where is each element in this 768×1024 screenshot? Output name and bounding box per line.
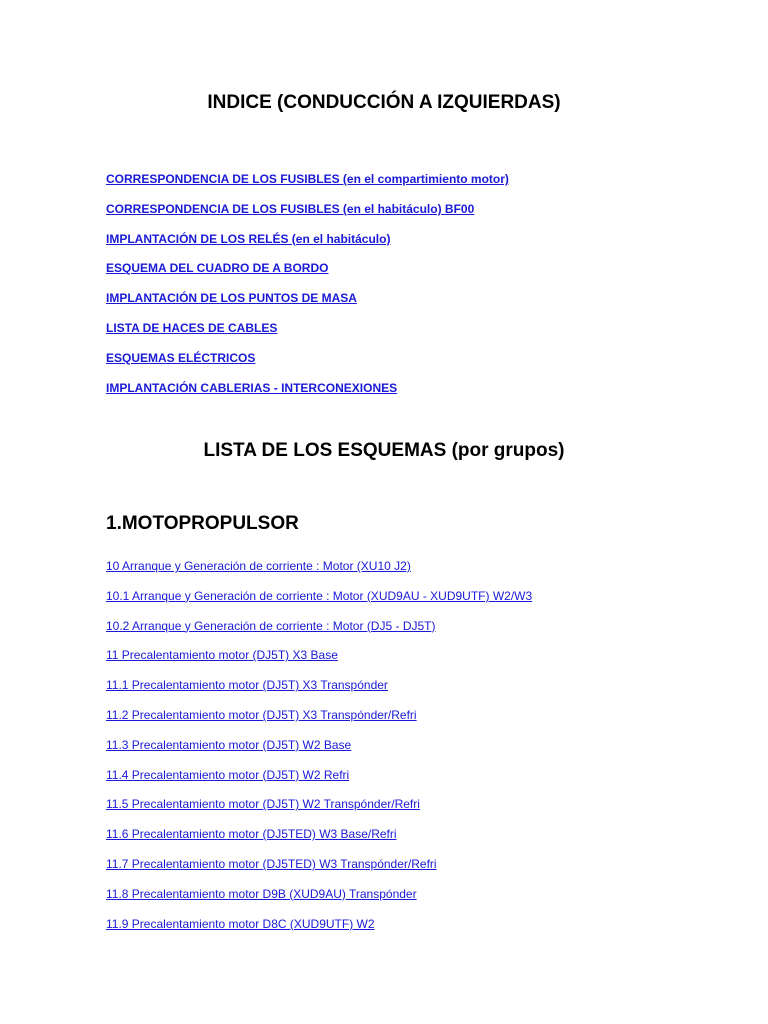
index-link-dashboard[interactable]: ESQUEMA DEL CUADRO DE A BORDO (106, 261, 329, 276)
list-item (106, 856, 532, 886)
scheme-link[interactable]: 10.1 Arranque y Generación de corriente : Motor (XUD9AU - XUD9UTF) W2/W3 (106, 588, 533, 603)
list-item (106, 886, 532, 916)
index-link-harnesses[interactable]: LISTA DE HACES DE CABLES (106, 320, 278, 335)
scheme-link[interactable]: 11.2 Precalentamiento motor (DJ5T) X3 Transpónder/Refri (106, 707, 417, 722)
scheme-link[interactable]: 11.7 Precalentamiento motor (DJ5TED) W3 Transpónder/Refri (106, 856, 437, 871)
list-item (106, 618, 532, 648)
list-item (106, 677, 532, 707)
list-item (106, 558, 532, 588)
index-link-relays[interactable]: IMPLANTACIÓN DE LOS RELÉS (en el habitáculo) (106, 231, 391, 246)
index-link-interconnections[interactable]: IMPLANTACIÓN CABLERIAS - INTERCONEXIONES (106, 380, 398, 395)
list-item (106, 201, 509, 231)
scheme-link[interactable]: 11.5 Precalentamiento motor (DJ5T) W2 Transpónder/Refri (106, 797, 420, 812)
index-link-electrical-schemes[interactable]: ESQUEMAS ELÉCTRICOS (106, 350, 256, 365)
index-link-fuses-cabin[interactable]: CORRESPONDENCIA DE LOS FUSIBLES (en el habitáculo) BF00 (106, 201, 475, 216)
list-item (106, 320, 509, 350)
list-item (106, 826, 532, 856)
list-item (106, 588, 532, 618)
scheme-link[interactable]: 10.2 Arranque y Generación de corriente : Motor (DJ5 - DJ5T) (106, 618, 436, 633)
list-item (106, 647, 532, 677)
scheme-link[interactable]: 11.3 Precalentamiento motor (DJ5T) W2 Base (106, 737, 352, 752)
list-item (106, 350, 509, 380)
scheme-link[interactable]: 11.8 Precalentamiento motor D9B (XUD9AU) Transpónder (106, 886, 417, 901)
group-link-list (106, 558, 532, 945)
list-item (106, 260, 509, 290)
list-item (106, 171, 509, 201)
list-item (106, 916, 532, 946)
scheme-link[interactable]: 11.9 Precalentamiento motor D8C (XUD9UTF) W2 (106, 916, 375, 931)
index-link-fuses-engine[interactable]: CORRESPONDENCIA DE LOS FUSIBLES (en el compartimiento motor) (106, 172, 509, 186)
scheme-link[interactable]: 11.1 Precalentamiento motor (DJ5T) X3 Transpónder (106, 678, 388, 693)
list-item (106, 231, 509, 261)
scheme-link[interactable]: 10 Arranque y Generación de corriente : Motor (XU10 J2) (106, 559, 411, 573)
list-item (106, 380, 509, 410)
index-link-list (106, 171, 509, 409)
list-item (106, 737, 532, 767)
list-item (106, 767, 532, 797)
index-title: INDICE (CONDUCCIÓN A IZQUIERDAS) (207, 92, 561, 113)
scheme-link[interactable]: 11 Precalentamiento motor (DJ5T) X3 Base (106, 648, 338, 663)
schemes-title: LISTA DE LOS ESQUEMAS (por grupos) (203, 440, 565, 461)
group-heading-motopropulsor: 1.MOTOPROPULSOR (106, 513, 299, 534)
scheme-link[interactable]: 11.4 Precalentamiento motor (DJ5T) W2 Refri (106, 767, 350, 782)
index-link-ground-points[interactable]: IMPLANTACIÓN DE LOS PUNTOS DE MASA (106, 291, 357, 306)
list-item (106, 796, 532, 826)
list-item (106, 707, 532, 737)
scheme-link[interactable]: 11.6 Precalentamiento motor (DJ5TED) W3 Base/Refri (106, 827, 397, 842)
list-item (106, 290, 509, 320)
